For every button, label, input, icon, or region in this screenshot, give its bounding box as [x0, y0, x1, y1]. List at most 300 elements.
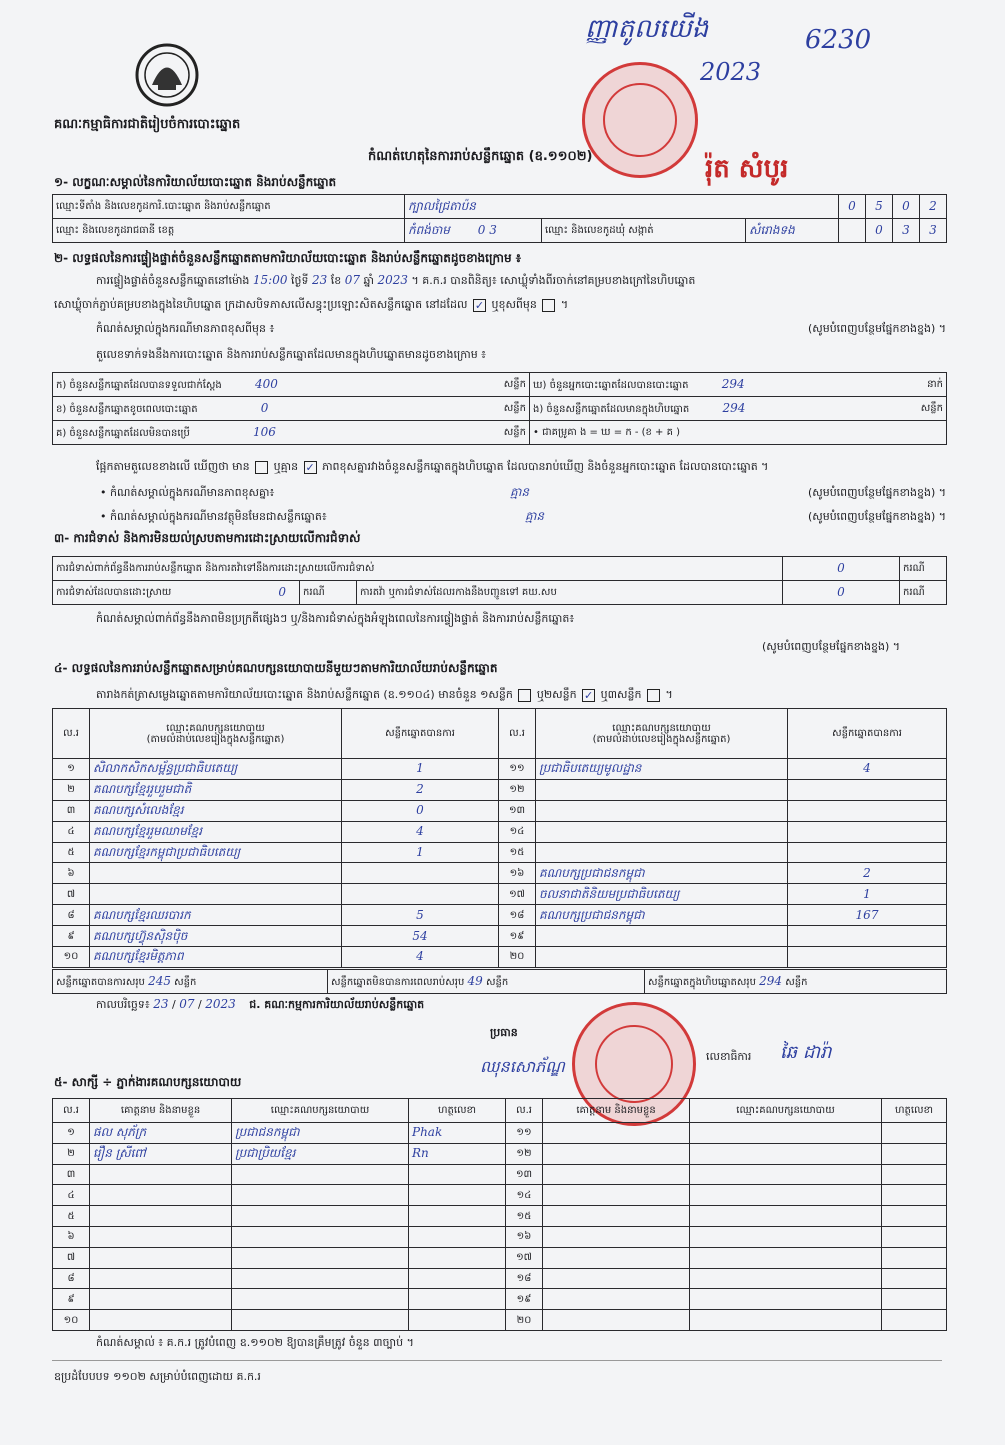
witness-party [232, 1226, 409, 1247]
witness-party [232, 1185, 409, 1206]
witness-no: ១៩ [506, 1289, 543, 1310]
witness-no: ១៨ [506, 1268, 543, 1289]
col-party-right-sub: (តាមលំដាប់លេខរៀងក្នុងសន្លឹកឆ្នោត) [592, 733, 731, 745]
table-row [53, 779, 947, 800]
party-votes [788, 842, 947, 863]
commune-code-2: 3 [893, 219, 920, 243]
date-year: 2023 [205, 997, 236, 1011]
commune-code-1: 0 [866, 219, 893, 243]
chair-label: ប្រធាន [490, 1026, 518, 1039]
figure-a-unit: សន្លឹក [503, 378, 526, 390]
witness-rows [53, 1123, 947, 1331]
date-label: កាលបរិច្ឆេទ៖ [96, 998, 150, 1011]
party-votes: 4 [788, 759, 947, 780]
section2-heading: ២- លទ្ធផលនៃការផ្ទៀងផ្ទាត់ចំនួនសន្លឹកឆ្នោតតាមការិយាល័យបោះឆ្នោត និងរាប់សន្លឹកឆ្នោតដូចខាងក្រោម ៖ [54, 251, 522, 265]
committee-label: ជ. គណៈកម្មការការិយាល័យរាប់សន្លឹកឆ្នោត [249, 998, 425, 1011]
bullet2-line [100, 510, 946, 523]
col-no-right: ល.រ [499, 709, 536, 759]
witness-no: ១១ [506, 1123, 543, 1144]
witness-party [232, 1268, 409, 1289]
party-no: ១៧ [499, 884, 536, 905]
location-label: ឈ្មោះទីតាំង និងលេខកូដការិ.បោះឆ្នោត និងរាប់សន្លឹកឆ្នោត [53, 195, 405, 219]
witness-party [690, 1247, 882, 1268]
line3-note: (សូមបំពេញបន្ថែមផ្នែកខាងខ្នង) ។ [807, 322, 946, 335]
nec-logo-icon [132, 40, 202, 110]
w-col-name-right: គោត្តនាម និងនាមខ្លួន [543, 1099, 690, 1123]
party-no: ១៨ [499, 905, 536, 926]
totals-row [52, 969, 947, 994]
party-no: ៣ [53, 800, 90, 821]
footer-divider [52, 1360, 942, 1361]
table-row [53, 1226, 947, 1247]
table-row [53, 1289, 947, 1310]
total-valid-value: 245 [148, 973, 171, 988]
party-name: គណបក្សខ្មែររួមឈាមខ្មែរ [90, 821, 342, 842]
figure-e [530, 397, 947, 421]
witness-name [543, 1226, 690, 1247]
witness-name: រឿន ស្រីពៅ [90, 1143, 232, 1164]
table-row [53, 1206, 947, 1227]
party-name [536, 821, 788, 842]
section1-heading: ១- លក្ខណៈសម្គាល់នៃការិយាល័យបោះឆ្នោត និងរាប់សន្លឹកឆ្នោត [54, 175, 337, 189]
witness-signature [409, 1247, 506, 1268]
two-sheets-checkbox[interactable]: ✓ [584, 688, 594, 702]
witness-signature [409, 1268, 506, 1289]
objection-row1-value: 0 [783, 557, 900, 581]
no-difference-checkbox[interactable]: ✓ [305, 460, 315, 474]
w-col-sign-left: ហត្ថលេខា [409, 1099, 506, 1123]
party-name: គណបក្សខ្មែរមិត្តភាព [90, 947, 342, 968]
unchanged-checkbox[interactable]: ✓ [474, 298, 485, 312]
witness-party [690, 1123, 882, 1144]
three-sheets-checkbox[interactable] [647, 689, 660, 702]
party-votes [342, 863, 499, 884]
line3-text: កំណត់សម្គាល់ក្នុងករណីមានភាពខុសពីមុន ៖ [96, 322, 275, 335]
commune-spacer [839, 219, 866, 243]
objections-table [52, 556, 947, 605]
witness-party: ប្រជាជនកម្ពុជា [232, 1123, 409, 1144]
witness-signature [882, 1206, 947, 1227]
w-col-sign-right: ហត្ថលេខា [882, 1099, 947, 1123]
witness-no: ១ [53, 1123, 90, 1144]
objection-note: កំណត់សម្គាល់ពាក់ព័ន្ធនឹងភាពមិនប្រក្រតីផ្សេងៗ ឬ/និងការជំទាស់ក្នុងអំឡុងពេលនៃការផ្ទៀងផ្ទាត់ និងការរាប់សន្លឹកឆ្នោត៖ [96, 612, 575, 625]
line5-c: ភាពខុសគ្នារវាងចំនួនសន្លឹកឆ្នោតក្នុងហិបឆ្នោត ដែលបានរាប់ឃើញ និងចំនួនអ្នកបោះឆ្នោត ដែលបានបោះឆ្នោត ។ [322, 460, 769, 473]
party-name [536, 926, 788, 947]
date-line: កាលបរិច្ឆេទ៖ 23 / 07 / 2023 ជ. គណៈកម្មការការិយាល័យរាប់សន្លឹកឆ្នោត [96, 997, 425, 1011]
table-row [53, 947, 947, 968]
total-invalid-unit: សន្លឹក [485, 976, 509, 988]
party-votes: 1 [342, 759, 499, 780]
party-votes [788, 779, 947, 800]
total-invalid-label: សន្លឹកឆ្នោតមិនបានការពេលរាប់សរុប [331, 976, 465, 988]
figure-b [53, 397, 530, 421]
party-votes [788, 821, 947, 842]
party-no: ១ [53, 759, 90, 780]
party-name [90, 884, 342, 905]
location-code-2: 5 [866, 195, 893, 219]
witness-party [232, 1247, 409, 1268]
witness-name [90, 1226, 232, 1247]
party-name: គណបក្សខ្មែររួបរួមជាតិ [90, 779, 342, 800]
party-name: គណបក្សសំលេងខ្មែរ [90, 800, 342, 821]
party-votes: 54 [342, 926, 499, 947]
party-no: ១២ [499, 779, 536, 800]
witness-party [690, 1226, 882, 1247]
party-no: ១៦ [499, 863, 536, 884]
party-name: ចលនាជាតិនិយមប្រជាធិបតេយ្យ [536, 884, 788, 905]
witness-party [690, 1206, 882, 1227]
witness-party [690, 1310, 882, 1331]
line1-b: ថ្ងៃទី [291, 274, 309, 287]
figure-b-label: ខ) ចំនួនសន្លឹកឆ្នោតខូចពេលបោះឆ្នោត [56, 403, 198, 415]
witness-name [90, 1268, 232, 1289]
party-name: គណបក្សប្រជាជនកម្ពុជា [536, 905, 788, 926]
party-votes [788, 800, 947, 821]
objection-row2a-value: 0 [278, 585, 286, 599]
w-col-party-left: ឈ្មោះគណបក្សនយោបាយ [232, 1099, 409, 1123]
witness-name [543, 1310, 690, 1331]
total-valid-unit: សន្លឹក [174, 976, 197, 988]
figure-a [53, 373, 530, 397]
witness-party [690, 1268, 882, 1289]
bullet2-text: • កំណត់សម្គាល់ក្នុងករណីមានវត្ថុមិនមែនជាសន្លឹកឆ្នោត៖ [100, 510, 327, 523]
province-code [478, 223, 497, 237]
table-row [53, 759, 947, 780]
bullet1-note: (សូមបំពេញបន្ថែមផ្នែកខាងខ្នង) ។ [807, 486, 946, 499]
witness-party [690, 1143, 882, 1164]
party-votes: 0 [342, 800, 499, 821]
date-day: 23 [153, 997, 169, 1011]
table-row [53, 1247, 947, 1268]
witness-party [690, 1185, 882, 1206]
witness-signature [882, 1247, 947, 1268]
table-row [53, 905, 947, 926]
figure-e-value: 294 [722, 400, 746, 415]
party-no: ២ [53, 779, 90, 800]
total-inbox [645, 970, 947, 994]
intro-c: ឬ៣សន្លឹក [600, 688, 642, 701]
one-sheet-checkbox[interactable] [518, 689, 531, 702]
col-no-left: ល.រ [53, 709, 90, 759]
check-month: 07 [344, 273, 361, 287]
intro-text: តារាងកត់ត្រាសម្លេងឆ្នោតតាមការិយាល័យបោះឆ្នោត និងរាប់សន្លឹកឆ្នោត (ឧ.១១០៤) មានចំនួន ១សន្លឹក [96, 688, 513, 701]
witness-name [90, 1185, 232, 1206]
section5-heading: ៥- សាក្សី ÷ ភ្នាក់ងារគណបក្សនយោបាយ [54, 1075, 242, 1089]
province-value [405, 219, 542, 243]
table-row [53, 926, 947, 947]
witness-signature [409, 1164, 506, 1185]
w-col-party-right: ឈ្មោះគណបក្សនយោបាយ [690, 1099, 882, 1123]
secretary-label: លេខាធិការ [706, 1050, 752, 1063]
section4-heading: ៤- លទ្ធផលនៃការរាប់សន្លឹកឆ្នោតសម្រាប់គណបក្សនយោបាយនីមួយៗតាមការិយាល័យរាប់សន្លឹកឆ្នោត [54, 661, 498, 675]
witness-signature: Phak [409, 1123, 506, 1144]
witness-name [543, 1206, 690, 1227]
party-name [536, 842, 788, 863]
objection-row1-unit: ករណី [900, 557, 947, 581]
table-row [53, 1310, 947, 1331]
province-code-1: 0 [477, 223, 486, 237]
party-votes [788, 947, 947, 968]
witness-no: ១៤ [506, 1185, 543, 1206]
figure-e-unit: សន្លឹក [920, 402, 943, 414]
hw-name: រ៉ុត សំបូរ [705, 154, 789, 184]
witness-no: ១២ [506, 1143, 543, 1164]
witness-signature [409, 1185, 506, 1206]
party-votes: 1 [788, 884, 947, 905]
secretary-signature: ឆៃ ដារ៉ា [780, 1042, 832, 1063]
figure-c [53, 421, 530, 445]
witness-party [690, 1164, 882, 1185]
party-votes: 4 [342, 947, 499, 968]
witness-no: ៣ [53, 1164, 90, 1185]
objection-row2b-unit: ករណី [900, 581, 947, 605]
figure-d [530, 373, 947, 397]
line1-d: ឆ្នាំ [363, 274, 374, 287]
party-name: គណបក្សប្រជាជនកម្ពុជា [536, 863, 788, 884]
difference-line [96, 460, 768, 474]
total-inbox-unit: សន្លឹក [785, 976, 808, 988]
witness-signature [882, 1226, 947, 1247]
witness-signature [882, 1123, 947, 1144]
province-label [53, 219, 405, 243]
party-votes-table [52, 708, 947, 968]
total-valid-label: សន្លឹកឆ្នោតបានការសរុប [56, 976, 145, 988]
party-votes: 4 [342, 821, 499, 842]
changed-checkbox[interactable] [542, 299, 555, 312]
bullet1-text: • កំណត់សម្គាល់ក្នុងករណីមានភាពខុសគ្នា៖ [100, 486, 275, 499]
witness-no: ៧ [53, 1247, 90, 1268]
witness-no: ២ [53, 1143, 90, 1164]
table-row [53, 1185, 947, 1206]
witness-name [543, 1289, 690, 1310]
party-name [536, 779, 788, 800]
table-row [53, 1123, 947, 1144]
commission-name: គណៈកម្មាធិការជាតិរៀបចំការបោះឆ្នោត [54, 117, 241, 132]
party-no: ១៩ [499, 926, 536, 947]
witness-name [543, 1123, 690, 1144]
party-name: ប្រជាធិបតេយ្យមូលដ្ឋាន [536, 759, 788, 780]
witness-signature: Rn [409, 1143, 506, 1164]
w-col-no-left: ល.រ [53, 1099, 90, 1123]
section3-heading: ៣- ការជំទាស់ និងការមិនយល់ស្របតាមការដោះស្រាយលើការជំទាស់ [54, 531, 361, 545]
total-invalid [328, 970, 645, 994]
party-name: សិលាកសិកសម្ព័ន្ធប្រជាធិបតេយ្យ [90, 759, 342, 780]
hw-top: ញ្ញាតូលយើង [585, 14, 709, 44]
objection-row2b: ការតវ៉ា ឬការជំទាស់ដែលរកាងនឹងបញ្ជូនទៅ គឃ.សប [357, 581, 783, 605]
witness-no: ៩ [53, 1289, 90, 1310]
witness-name [543, 1268, 690, 1289]
witness-no: ៥ [53, 1206, 90, 1227]
witness-party [232, 1289, 409, 1310]
check-year: 2023 [377, 273, 409, 287]
line2-text: សោឃ្លុំចាក់ភ្ជាប់គម្របខាងក្នុងនៃហិបឆ្នោត ក្រដាសបិទភាសលើសន្ធុះប្រឡោះសិតសន្លឹកឆ្នោត នៅដដែល [54, 298, 468, 311]
witness-name [90, 1310, 232, 1331]
witness-name: ផល សុភ័ក្រ [90, 1123, 232, 1144]
table-row [53, 1268, 947, 1289]
total-invalid-value: 49 [467, 973, 483, 988]
province-label-text: ឈ្មោះ និងលេខកូដរាជធានី ខេត្ត [56, 225, 175, 236]
col-votes-left: សន្លឹកឆ្នោតបានការ [342, 709, 499, 759]
party-votes [788, 926, 947, 947]
witness-no: ១៣ [506, 1164, 543, 1185]
witness-signature [882, 1310, 947, 1331]
party-votes: 5 [342, 905, 499, 926]
line1-e: ។ គ.ក.រ បានពិនិត្យ៖ សោឃ្លុំទាំងពីរចាក់នៅគម្របខាងក្រៅនៃហិបឆ្នោត [411, 274, 696, 287]
witness-name [543, 1164, 690, 1185]
province-code-2: 3 [489, 223, 497, 237]
check-time: 15:00 [252, 273, 288, 287]
witness-no: ១៧ [506, 1247, 543, 1268]
witness-note: កំណត់សម្គាល់ ៖ គ.ក.រ ត្រូវបំពេញ ឧ.១១០២ ឱ្យបានគ្រឹមត្រូវ ចំនួន ៣ច្បាប់ ។ [96, 1336, 414, 1349]
table-row [53, 884, 947, 905]
bullet1-line [100, 486, 946, 499]
party-no: ១៥ [499, 842, 536, 863]
chair-signature: ឈុនសោភ័ណ្ឌ [480, 1057, 565, 1076]
figure-a-value: 400 [254, 376, 278, 391]
figure-c-value: 106 [253, 424, 276, 439]
witness-no: ១៥ [506, 1206, 543, 1227]
party-votes: 2 [788, 863, 947, 884]
has-difference-checkbox[interactable] [255, 461, 268, 474]
check-day: 23 [311, 273, 328, 287]
figures-intro: តួលេខទាក់ទងនឹងការបោះឆ្នោត និងការរាប់សន្លឹកឆ្នោតដែលមានក្នុងហិបឆ្នោតមានដូចខាងក្រោម ៖ [96, 348, 487, 361]
party-name [536, 947, 788, 968]
figure-e-label: ង) ចំនួនសន្លឹកឆ្នោតដែលមានក្នុងហិបឆ្នោត [533, 403, 690, 415]
objection-row1: ការជំទាស់ពាក់ព័ន្ធនឹងការរាប់សន្លឹកឆ្នោត និងការតវ៉ាទៅនឹងការដោះស្រាយលើការជំទាស់ [53, 557, 783, 581]
party-no: ៧ [53, 884, 90, 905]
witness-no: ៦ [53, 1226, 90, 1247]
witness-table [52, 1098, 947, 1331]
total-inbox-label: សន្លឹកឆ្នោតក្នុងហិបឆ្នោតសរុប [648, 976, 756, 988]
table-row [53, 800, 947, 821]
col-party-left-title: ឈ្មោះគណបក្សនយោបាយ [166, 722, 265, 734]
figure-c-label: គ) ចំនួនសន្លឹកឆ្នោតដែលមិនបានប្រើ [56, 427, 190, 439]
objection-row2a [53, 581, 300, 605]
party-name: គណបក្សខ្មែរឈរបារក [90, 905, 342, 926]
figure-d-label: ឃ) ចំនួនអ្នកបោះឆ្នោតដែលបានបោះឆ្នោត [533, 379, 689, 391]
party-votes [342, 884, 499, 905]
witness-name [90, 1164, 232, 1185]
seal-line: សោឃ្លុំចាក់ភ្ជាប់គម្របខាងក្នុងនៃហិបឆ្នោត ក្រដាសបិទភាសលើសន្ធុះប្រឡោះសិតសន្លឹកឆ្នោត នៅដដែល ✓ ឬខុសពីមុន ។ [54, 298, 569, 312]
figure-b-unit: សន្លឹក [503, 402, 526, 414]
objection-note-tail: (សូមបំពេញបន្ថែមផ្នែកខាងខ្នង) ។ [762, 640, 901, 653]
witness-party [232, 1310, 409, 1331]
tally-sheet-line: តារាងកត់ត្រាសម្លេងឆ្នោតតាមការិយាល័យបោះឆ្នោត និងរាប់សន្លឹកឆ្នោត (ឧ.១១០៤) មានចំនួន ១សន្លឹក ឬ២សន្លឹក ✓ ឬ៣សន្លឹក ។ [96, 688, 673, 702]
check-time-line [96, 274, 695, 287]
location-code-3: 0 [893, 195, 920, 219]
line2-b: ឬខុសពីមុន [491, 298, 537, 311]
witness-name [543, 1247, 690, 1268]
bullet1-hw: គ្មាន [510, 485, 530, 499]
witness-name [543, 1185, 690, 1206]
witness-no: ១០ [53, 1310, 90, 1331]
witness-party [232, 1206, 409, 1227]
bullet2-note: (សូមបំពេញបន្ថែមផ្នែកខាងខ្នង) ។ [807, 510, 946, 523]
figure-b-value: 0 [260, 400, 269, 415]
party-no: ៤ [53, 821, 90, 842]
party-no: ៥ [53, 842, 90, 863]
figure-c-unit: សន្លឹក [503, 426, 526, 438]
party-no: ៨ [53, 905, 90, 926]
party-votes: 167 [788, 905, 947, 926]
party-no: ១៤ [499, 821, 536, 842]
witness-signature [409, 1310, 506, 1331]
location-code-4: 2 [920, 195, 947, 219]
commune-label: ឈ្មោះ និងលេខកូដឃុំ សង្កាត់ [542, 219, 746, 243]
w-col-name-left: គោត្តនាម និងនាមខ្លួន [90, 1099, 232, 1123]
total-valid [53, 970, 328, 994]
commune-value: សំរោងទង [746, 219, 839, 243]
col-party-left-sub: (តាមលំដាប់លេខរៀងក្នុងសន្លឹកឆ្នោត) [146, 733, 285, 745]
line1-a: ការផ្ទៀងផ្ទាត់ចំនួនសន្លឹកឆ្នោតនៅម៉ោង [96, 274, 250, 287]
party-name [90, 863, 342, 884]
party-no: ៩ [53, 926, 90, 947]
objection-row2a-label: ការជំទាស់ដែលបានដោះស្រាយ [56, 587, 172, 598]
location-code-1: 0 [839, 195, 866, 219]
w-col-no-right: ល.រ [506, 1099, 543, 1123]
witness-signature [409, 1226, 506, 1247]
witness-no: ៨ [53, 1268, 90, 1289]
party-no: ១៣ [499, 800, 536, 821]
location-value: ក្បាលជ្រៃតាប៉ន [405, 195, 839, 219]
col-votes-right: សន្លឹកឆ្នោតបានការ [788, 709, 947, 759]
objection-row2b-value: 0 [783, 581, 900, 605]
witness-party: ប្រជាប្រិយខ្មែរ [232, 1143, 409, 1164]
intro-b: ឬ២សន្លឹក [536, 688, 577, 701]
province-value-text: កំពង់ចាម [408, 223, 450, 237]
party-no: ២០ [499, 947, 536, 968]
witness-signature [882, 1185, 947, 1206]
witness-signature [882, 1289, 947, 1310]
witness-no: ១៦ [506, 1226, 543, 1247]
witness-signature [409, 1206, 506, 1227]
party-no: ៦ [53, 863, 90, 884]
party-no: ១០ [53, 947, 90, 968]
change-note-line [96, 322, 946, 335]
witness-name [90, 1247, 232, 1268]
line1-c: ខែ [330, 274, 342, 287]
objection-row2a-unit: ករណី [300, 581, 357, 605]
figure-d-value: 294 [721, 376, 745, 391]
party-name: គណបក្សខ្មែរកម្ពុជាប្រជាធិបតេយ្យ [90, 842, 342, 863]
party-no: ១១ [499, 759, 536, 780]
section1-table [52, 194, 947, 243]
footer-text: ឧប្រដំបែបបទ ១១០២ សម្រាប់បំពេញដោយ គ.ក.រ [54, 1370, 261, 1383]
line5-b: ឬគ្មាន [273, 460, 299, 473]
table-row [53, 842, 947, 863]
witness-signature [409, 1289, 506, 1310]
witness-signature [882, 1164, 947, 1185]
figure-a-label: ក) ចំនួនសន្លឹកឆ្នោតដែលបានទទួលជាក់ស្តែង [56, 379, 222, 391]
formula: • ជាគម្រូគា ង = ឃ = ក - (ខ + គ ) [530, 421, 947, 445]
witness-party [690, 1289, 882, 1310]
col-party-right-title: ឈ្មោះគណបក្សនយោបាយ [612, 722, 711, 734]
table-row [53, 863, 947, 884]
witness-no: ៤ [53, 1185, 90, 1206]
col-party-left [90, 709, 342, 759]
official-stamp-top [582, 62, 698, 178]
table-row [53, 1143, 947, 1164]
hw-number: 6230 [805, 25, 872, 55]
figure-d-unit: នាក់ [927, 378, 943, 390]
col-party-right [536, 709, 788, 759]
figures-table [52, 372, 947, 445]
total-inbox-value: 294 [759, 973, 783, 988]
witness-name [90, 1289, 232, 1310]
hw-year: 2023 [700, 58, 762, 86]
party-votes: 1 [342, 842, 499, 863]
party-name: គណបក្សហ៊្វុនស៊ិនប៉ិច [90, 926, 342, 947]
